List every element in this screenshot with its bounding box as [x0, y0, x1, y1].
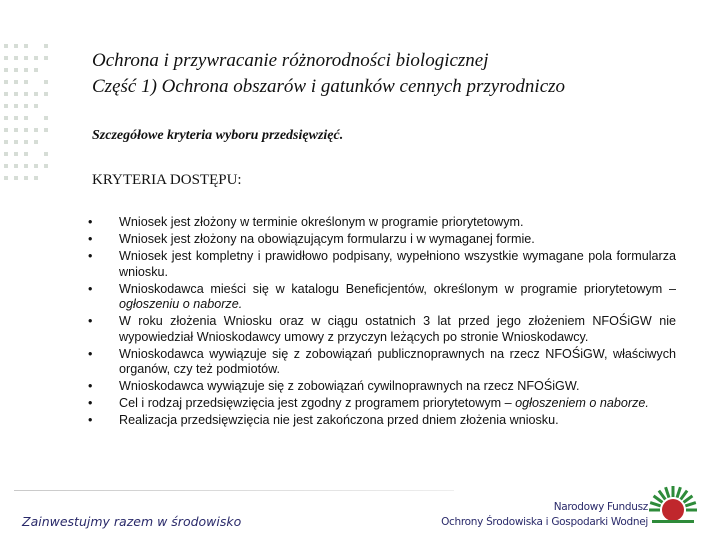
bullet-icon: • [88, 396, 93, 410]
bullet-icon: • [88, 232, 93, 246]
nfosigw-logo-icon [642, 482, 704, 534]
criterion-text: Wniosek jest kompletny i prawidłowo podpisany, wypełniono wszystkie wymagane pola formularza wniosku. [119, 249, 676, 279]
list-item [84, 396, 676, 412]
criterion-emphasis: ogłoszeniem o naborze. [515, 396, 649, 410]
bullet-icon: • [88, 379, 93, 393]
fund-name-line-1: Narodowy Fundusz [553, 501, 648, 513]
criteria-list [84, 215, 676, 430]
bullet-icon: • [88, 346, 93, 361]
footer-slogan: Zainwestujmy razem w środowisko [22, 514, 242, 529]
list-item [84, 282, 676, 313]
list-item [84, 379, 676, 395]
fund-name [441, 500, 648, 530]
criterion-text: Realizacja przedsięwzięcia nie jest zakończona przed dniem złożenia wniosku. [119, 413, 559, 427]
bullet-icon: • [88, 215, 93, 229]
list-item [84, 413, 676, 429]
criterion-text: Wnioskodawca mieści się w katalogu Beneficjentów, określonym w programie priorytetowym – [119, 281, 676, 296]
subtitle: Szczegółowe kryteria wyboru przedsięwzięć. [92, 128, 344, 143]
slide-title [92, 48, 692, 100]
title-line-2: Część 1) Ochrona obszarów i gatunków cennych przyrodniczo [92, 76, 566, 97]
bullet-icon: • [88, 314, 93, 328]
fund-name-line-2: Ochrony Środowiska i Gospodarki Wodnej [441, 516, 648, 528]
bullet-icon: • [88, 413, 93, 427]
criterion-text: Wniosek jest złożony na obowiązującym formularzu i w wymaganej formie. [119, 232, 535, 246]
bullet-icon: • [88, 281, 93, 296]
list-item [84, 347, 676, 378]
list-item [84, 314, 676, 345]
title-line-1: Ochrona i przywracanie różnorodności biologicznej [92, 50, 489, 71]
criterion-emphasis: ogłoszeniu o naborze. [119, 297, 243, 311]
dot-pattern-icon [0, 40, 60, 190]
criterion-text: Cel i rodzaj przedsięwzięcia jest zgodny z programem priorytetowym – [119, 396, 516, 410]
list-item [84, 249, 676, 280]
section-heading: KRYTERIA DOSTĘPU: [92, 172, 242, 188]
criterion-text: Wnioskodawca wywiązuje się z zobowiązań cywilnoprawnych na rzecz NFOŚiGW. [119, 379, 580, 393]
criterion-text: Wnioskodawca wywiązuje się z zobowiązań publicznoprawnych na rzecz NFOŚiGW, właściwych organów, czy też podmiotów. [119, 346, 676, 376]
bullet-icon: • [88, 249, 93, 263]
footer-divider [14, 490, 454, 491]
criterion-text: Wniosek jest złożony w terminie określonym w programie priorytetowym. [119, 215, 524, 229]
list-item [84, 215, 676, 231]
list-item [84, 232, 676, 248]
criterion-text: W roku złożenia Wniosku oraz w ciągu ostatnich 3 lat przed jego złożeniem NFOŚiGW nie wypowiedział Wnioskodawcy umowy z przyczyn leżących po stronie Wnioskodawcy. [119, 314, 676, 344]
